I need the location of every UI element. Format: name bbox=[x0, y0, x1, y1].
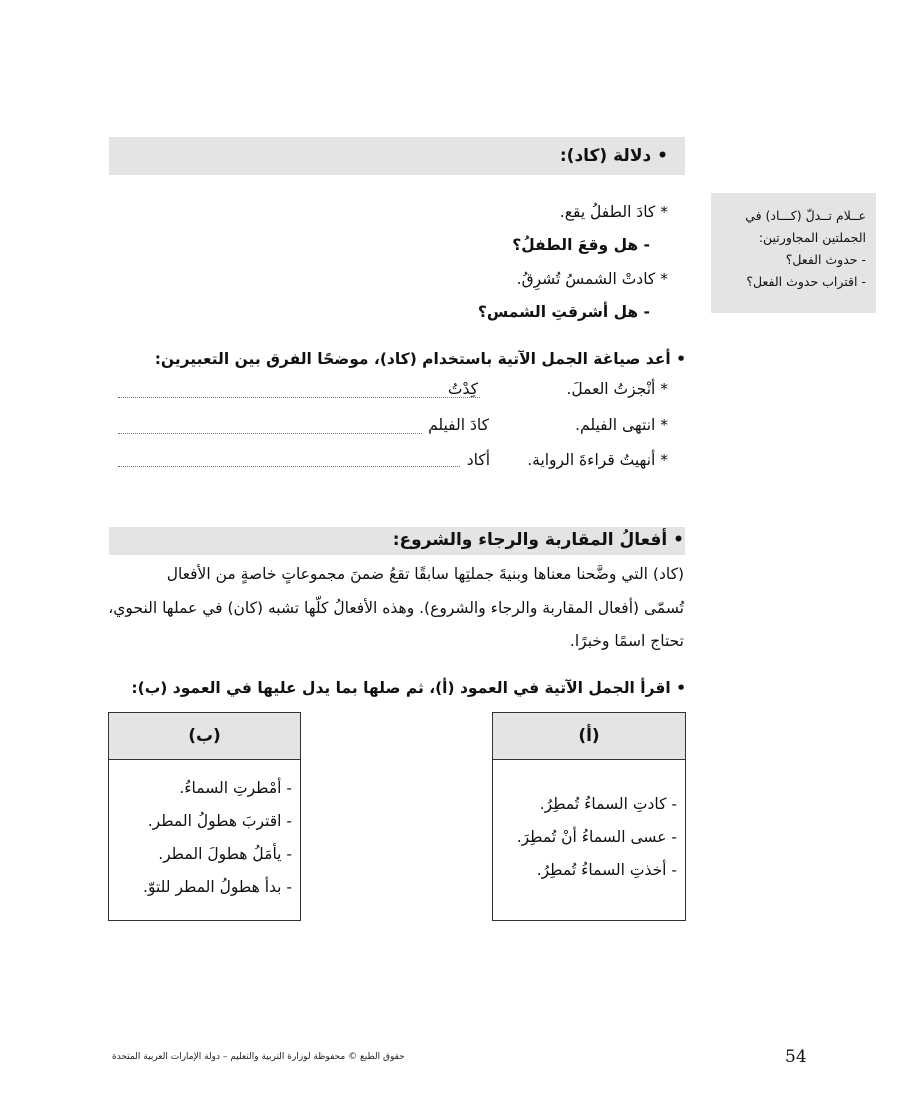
column-b-item[interactable]: - اقتربَ هطولُ المطر. bbox=[147, 812, 292, 830]
answer-line[interactable] bbox=[118, 466, 460, 467]
answer-line[interactable] bbox=[118, 397, 480, 398]
answer-line[interactable] bbox=[118, 433, 422, 434]
exercise-sentence: * انتهى الفيلم. bbox=[575, 416, 668, 434]
column-b-item[interactable]: - يأمَلُ هطولَ المطر. bbox=[158, 845, 292, 863]
example-line: * كادَ الطفلُ يقع. bbox=[559, 203, 668, 221]
paragraph-line: (كاد) التي وضَّحنا معناها وبنيةَ جملتِها سابقًا تقعُ ضمنَ مجموعاتٍ خاصةٍ من الأفعال bbox=[166, 565, 684, 583]
example-question: - هل أشرقتِ الشمس؟ bbox=[477, 303, 650, 321]
page-number: 54 bbox=[785, 1047, 807, 1067]
exercise-instruction: • أعد صياغة الجمل الآتية باستخدام (كاد)، موضحًا الفرق بين التعبيرين: bbox=[154, 350, 686, 368]
column-a-header: (أ) bbox=[493, 713, 685, 760]
section-title-kada: • دلالة (كاد): bbox=[559, 146, 668, 166]
answer-start: كادَ الفيلم bbox=[428, 416, 489, 434]
column-a-item[interactable]: - كادتِ السماءُ تُمطِرُ. bbox=[539, 795, 677, 813]
bullet: • bbox=[673, 530, 684, 550]
exercise-sentence: * أنْجزتُ العملَ. bbox=[566, 380, 668, 398]
paragraph-line: تحتاج اسمًا وخبرًا. bbox=[569, 632, 684, 650]
exercise-sentence: * أنهيتُ قراءةَ الرواية. bbox=[527, 451, 668, 469]
paragraph-line: تُسمّى (أفعال المقاربة والرجاء والشروع). وهذه الأفعالُ كلّها تشبه (كان) في عملها النحوي، bbox=[108, 599, 684, 617]
column-b-header: (ب) bbox=[109, 713, 300, 760]
column-b-table bbox=[108, 712, 301, 921]
answer-start: كِدْتُ bbox=[447, 380, 478, 398]
example-line: * كادتْ الشمسُ تُشرِقُ. bbox=[516, 270, 668, 288]
column-b-item[interactable]: - بدأ هطولُ المطر للتوّ. bbox=[143, 878, 292, 896]
answer-start: أكاد bbox=[466, 451, 490, 469]
column-a-item[interactable]: - عسى السماءُ أنْ تُمطِرَ. bbox=[516, 828, 677, 846]
column-b-item[interactable]: - أمْطرتِ السماءُ. bbox=[179, 779, 292, 797]
bullet: • bbox=[676, 679, 686, 697]
column-a-item[interactable]: - أخذتِ السماءُ تُمطِرُ. bbox=[536, 861, 677, 879]
example-question: - هل وقعَ الطفلُ؟ bbox=[512, 236, 650, 254]
exercise-instruction: • اقرأ الجمل الآتية في العمود (أ)، ثم صلها بما يدل عليها في العمود (ب): bbox=[131, 679, 686, 697]
bullet: • bbox=[657, 146, 668, 166]
bullet: • bbox=[676, 350, 686, 368]
section-title-verbs: • أفعالُ المقاربة والرجاء والشروع: bbox=[392, 530, 684, 550]
column-a-table bbox=[492, 712, 686, 921]
footer-copyright: حقوق الطبع © محفوظة لوزارة التربية والتعليم – دولة الإمارات العربية المتحدة bbox=[112, 1052, 405, 1062]
side-note: عــلام تــدلّ (كـــاد) في الجملتين المجاورتين: - حدوث الفعل؟ - اقتراب حدوث الفعل؟ bbox=[711, 193, 876, 313]
